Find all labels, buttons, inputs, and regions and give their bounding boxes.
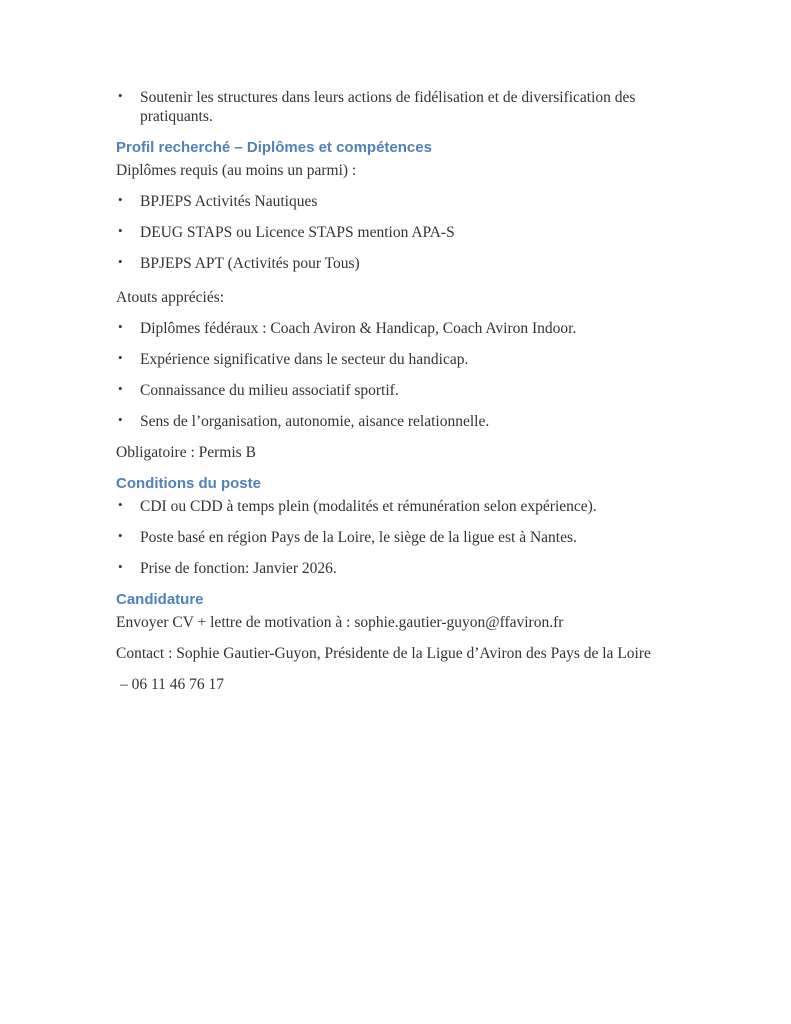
list-item: • DEUG STAPS ou Licence STAPS mention APA-S [116, 223, 679, 242]
list-item: • Prise de fonction: Janvier 2026. [116, 559, 679, 578]
section-heading-profil: Profil recherché – Diplômes et compétences [116, 139, 432, 156]
list-item: • CDI ou CDD à temps plein (modalités et rémunération selon expérience). [116, 497, 679, 516]
list-item: • BPJEPS Activités Nautiques [116, 192, 679, 211]
diplomes-requis-label: Diplômes requis (au moins un parmi) : [116, 162, 357, 179]
list-item: • Sens de l’organisation, autonomie, aisance relationnelle. [116, 412, 679, 431]
intro-bullet-list [116, 88, 679, 126]
contact-line: Contact : Sophie Gautier-Guyon, Présidente de la Ligue d’Aviron des Pays de la Loire [116, 645, 651, 662]
envoyer-cv-line: Envoyer CV + lettre de motivation à : sophie.gautier-guyon@ffaviron.fr [116, 614, 564, 631]
list-item: • Soutenir les structures dans leurs actions de fidélisation et de diversification des pratiquants. [116, 88, 679, 126]
atouts-label: Atouts appréciés: [116, 289, 225, 306]
obligatoire-line: Obligatoire : Permis B [116, 444, 256, 461]
list-item: • BPJEPS APT (Activités pour Tous) [116, 254, 679, 273]
conditions-bullet-list [116, 497, 679, 578]
list-item: • Diplômes fédéraux : Coach Aviron & Handicap, Coach Aviron Indoor. [116, 319, 679, 338]
section-heading-candidature: Candidature [116, 591, 204, 608]
atouts-bullet-list [116, 319, 679, 431]
section-heading-conditions: Conditions du poste [116, 475, 261, 492]
document-body [116, 88, 679, 694]
list-item: • Poste basé en région Pays de la Loire, le siège de la ligue est à Nantes. [116, 528, 679, 547]
list-item: • Connaissance du milieu associatif sportif. [116, 381, 679, 400]
list-item: • Expérience significative dans le secteur du handicap. [116, 350, 679, 369]
diplomes-bullet-list [116, 192, 679, 273]
phone-number-line: – 06 11 46 76 17 [120, 676, 225, 693]
